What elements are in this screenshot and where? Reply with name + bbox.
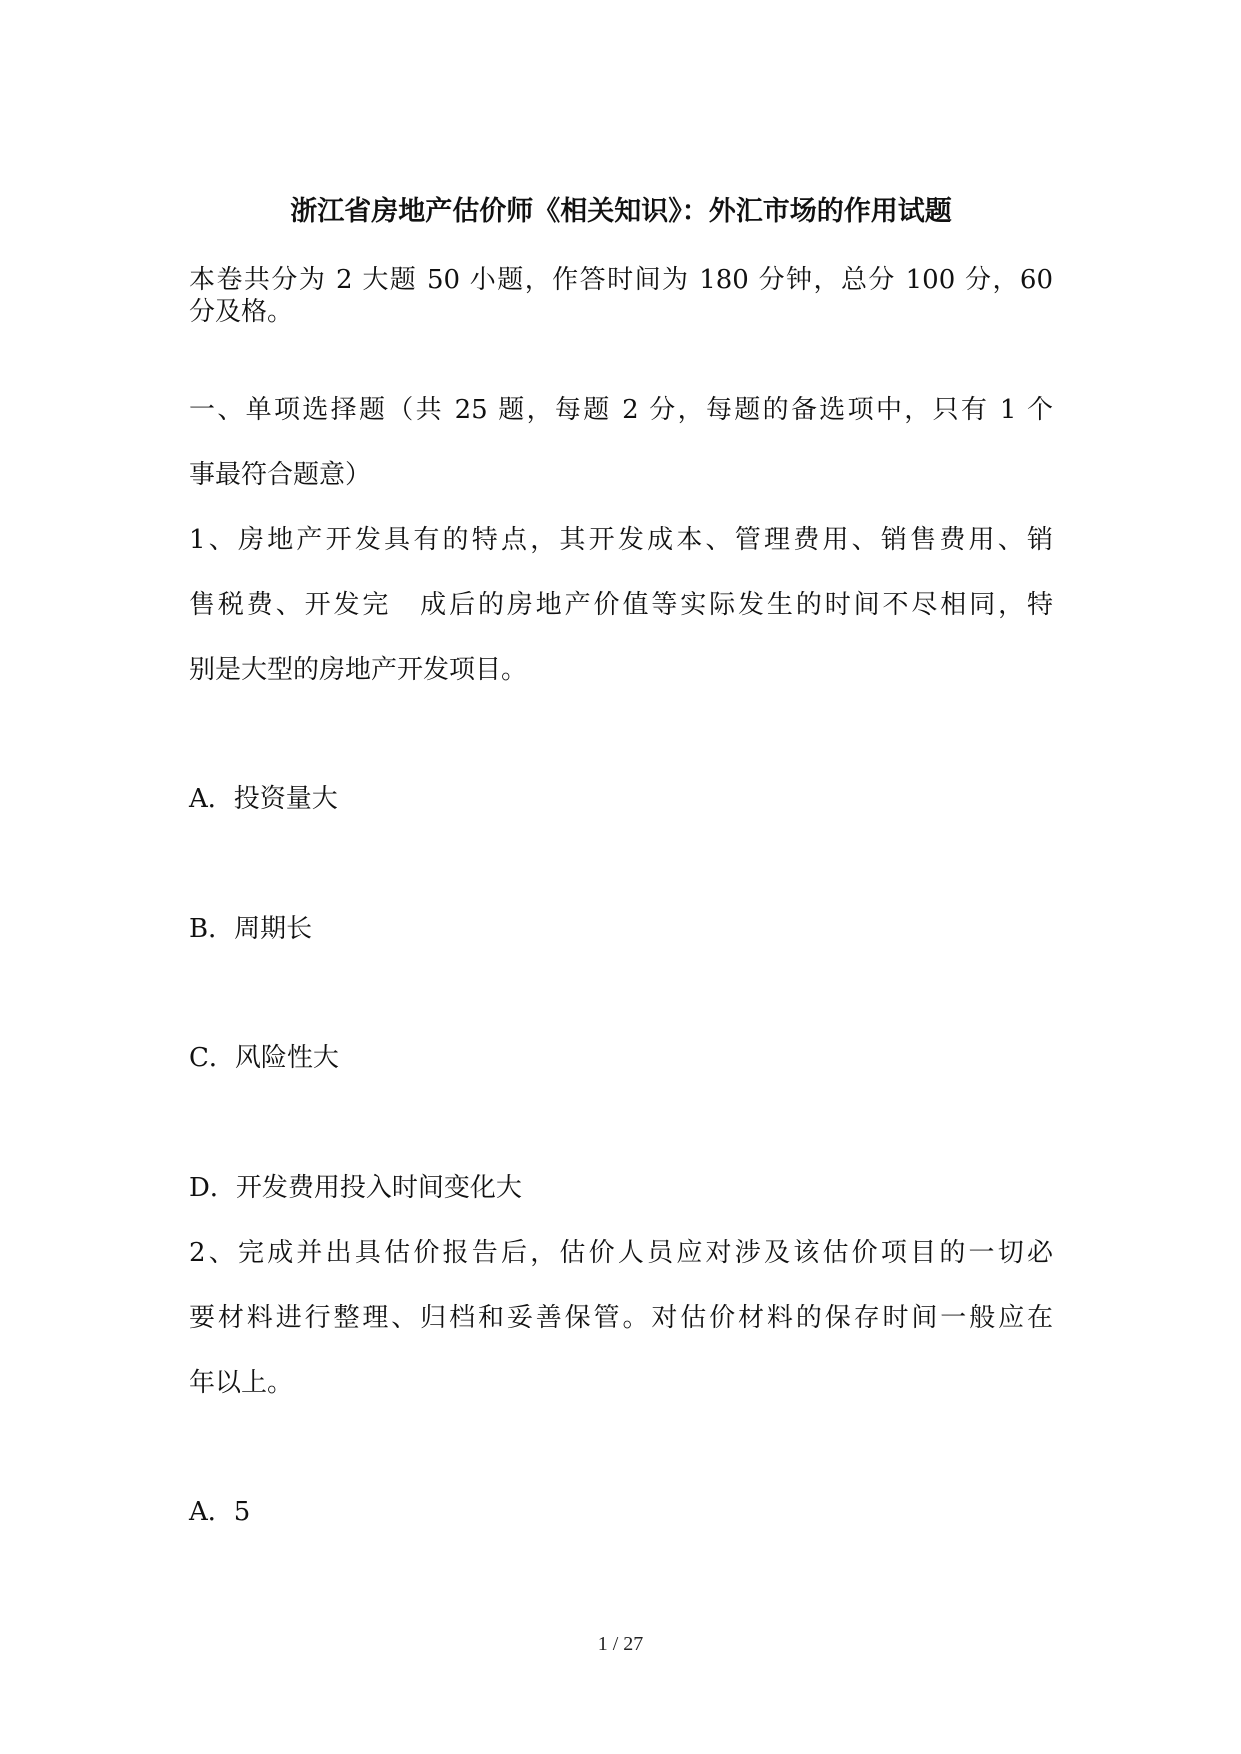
intro-line-1: 本卷共分为 2 大题 50 小题，作答时间为 180 分钟，总分 100 分，60: [189, 265, 1053, 295]
question-2-line-3: 年以上。: [189, 1368, 294, 1398]
intro-line-2: 分及格。: [189, 297, 294, 327]
section-heading-line-2: 事最符合题意）: [189, 460, 372, 490]
question-1-option-a: A．投资量大: [189, 784, 338, 814]
question-1-line-1: 1、房地产开发具有的特点，其开发成本、管理费用、销售费用、销: [189, 525, 1053, 555]
question-1-option-b: B．周期长: [189, 914, 313, 944]
question-1-option-d: D．开发费用投入时间变化大: [189, 1173, 522, 1203]
question-1-option-c: C．风险性大: [189, 1043, 339, 1073]
document-title: 浙江省房地产估价师《相关知识》：外汇市场的作用试题: [290, 196, 952, 227]
question-1-line-3: 别是大型的房地产开发项目。: [189, 655, 528, 685]
question-2-option-a: A．5: [189, 1497, 251, 1527]
question-2-line-1: 2、完成并出具估价报告后，估价人员应对涉及该估价项目的一切必: [189, 1238, 1053, 1268]
question-1-line-2: 售税费、开发完 成后的房地产价值等实际发生的时间不尽相同，特: [189, 590, 1053, 620]
page-number: 1 / 27: [597, 1633, 644, 1655]
question-2-line-2: 要材料进行整理、归档和妥善保管。对估价材料的保存时间一般应在: [189, 1303, 1053, 1333]
section-heading-line-1: 一、单项选择题（共 25 题，每题 2 分，每题的备选项中，只有 1 个: [189, 395, 1053, 425]
